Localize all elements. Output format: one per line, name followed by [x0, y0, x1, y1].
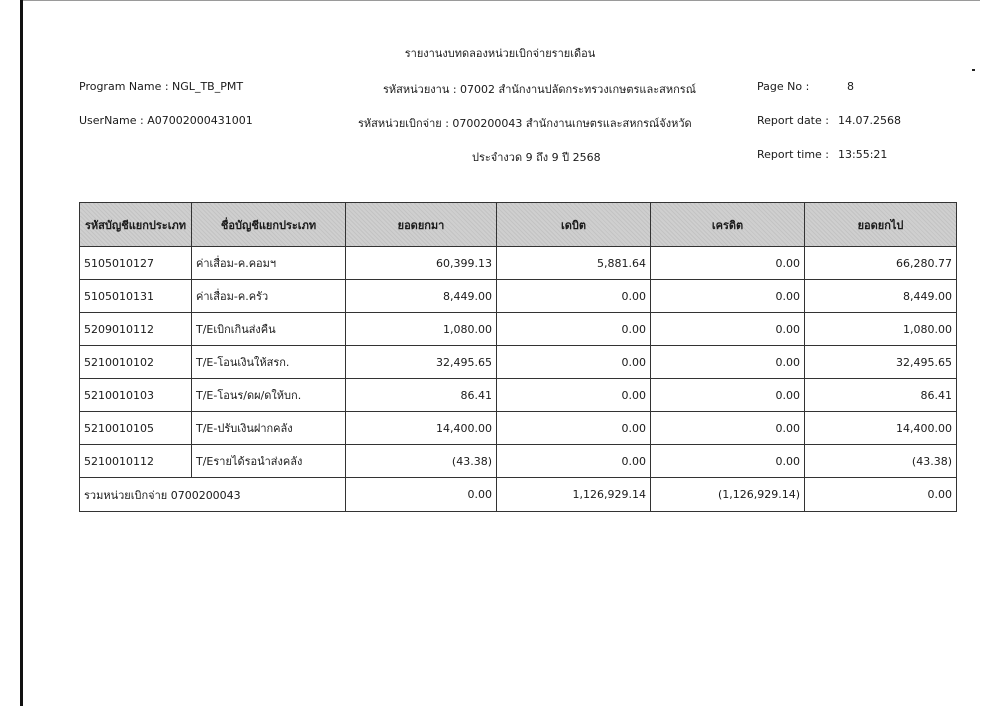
account-name-cell: ค่าเสื่อม-ค.คอมฯ — [192, 247, 346, 280]
scan-edge-left — [20, 0, 23, 706]
col-header-account-name: ชื่อบัญชีแยกประเภท — [192, 203, 346, 247]
user-name: UserName : A07002000431001 — [79, 114, 253, 127]
account-name-cell: T/E-โอนร/ดผ/ดให้บก. — [192, 379, 346, 412]
table-row — [80, 379, 957, 412]
credit-cell: 0.00 — [651, 346, 805, 379]
scan-edge-top — [20, 0, 980, 1]
program-name: Program Name : NGL_TB_PMT — [79, 80, 244, 93]
brought-forward-cell: (43.38) — [346, 445, 497, 478]
account-name-cell: T/Eเบิกเกินส่งคืน — [192, 313, 346, 346]
report-period: ประจำงวด 9 ถึง 9 ปี 2568 — [472, 151, 601, 164]
table-row — [80, 412, 957, 445]
brought-forward-cell: 1,080.00 — [346, 313, 497, 346]
table-row — [80, 313, 957, 346]
page-no-value: 8 — [847, 80, 854, 93]
report-time-label: Report time : — [757, 148, 830, 161]
report-title: รายงานงบทดลองหน่วยเบิกจ่ายรายเดือน — [404, 47, 596, 60]
report-date-value: 14.07.2568 — [838, 114, 901, 127]
report-time-value: 13:55:21 — [838, 148, 888, 161]
debit-cell: 0.00 — [497, 412, 651, 445]
account-code-cell: 5105010127 — [80, 247, 192, 280]
carried-forward-cell: 86.41 — [805, 379, 957, 412]
table-header-row — [80, 203, 957, 247]
credit-cell: 0.00 — [651, 247, 805, 280]
total-credit: (1,126,929.14) — [651, 478, 805, 512]
agency-code: รหัสหน่วยงาน : 07002 สำนักงานปลัดกระทรวงเกษตรและสหกรณ์ — [383, 83, 696, 96]
account-code-cell: 5210010112 — [80, 445, 192, 478]
trial-balance-table — [79, 202, 957, 512]
scan-speck — [972, 69, 975, 71]
brought-forward-cell: 32,495.65 — [346, 346, 497, 379]
col-header-account-code: รหัสบัญชีแยกประเภท — [80, 203, 192, 247]
debit-cell: 5,881.64 — [497, 247, 651, 280]
debit-cell: 0.00 — [497, 280, 651, 313]
carried-forward-cell: 32,495.65 — [805, 346, 957, 379]
account-code-cell: 5105010131 — [80, 280, 192, 313]
carried-forward-cell: 8,449.00 — [805, 280, 957, 313]
account-code-cell: 5210010105 — [80, 412, 192, 445]
brought-forward-cell: 86.41 — [346, 379, 497, 412]
brought-forward-cell: 60,399.13 — [346, 247, 497, 280]
credit-cell: 0.00 — [651, 280, 805, 313]
account-code-cell: 5210010103 — [80, 379, 192, 412]
table-row — [80, 247, 957, 280]
total-brought-forward: 0.00 — [346, 478, 497, 512]
total-debit: 1,126,929.14 — [497, 478, 651, 512]
debit-cell: 0.00 — [497, 346, 651, 379]
total-label: รวมหน่วยเบิกจ่าย 0700200043 — [80, 478, 346, 512]
carried-forward-cell: 1,080.00 — [805, 313, 957, 346]
account-code-cell: 5210010102 — [80, 346, 192, 379]
page-no-label: Page No : — [757, 80, 810, 93]
credit-cell: 0.00 — [651, 379, 805, 412]
account-name-cell: ค่าเสื่อม-ค.ครัว — [192, 280, 346, 313]
carried-forward-cell: (43.38) — [805, 445, 957, 478]
account-code-cell: 5209010112 — [80, 313, 192, 346]
table-row — [80, 280, 957, 313]
col-header-brought-forward: ยอดยกมา — [346, 203, 497, 247]
carried-forward-cell: 14,400.00 — [805, 412, 957, 445]
account-name-cell: T/E-โอนเงินให้สรก. — [192, 346, 346, 379]
credit-cell: 0.00 — [651, 313, 805, 346]
total-row — [80, 478, 957, 512]
total-carried-forward: 0.00 — [805, 478, 957, 512]
report-date-label: Report date : — [757, 114, 829, 127]
table-row — [80, 445, 957, 478]
col-header-carried-forward: ยอดยกไป — [805, 203, 957, 247]
disbursement-unit-code: รหัสหน่วยเบิกจ่าย : 0700200043 สำนักงานเกษตรและสหกรณ์จังหวัด — [358, 117, 692, 130]
table-row — [80, 346, 957, 379]
account-name-cell: T/Eรายได้รอนำส่งคลัง — [192, 445, 346, 478]
col-header-debit: เดบิต — [497, 203, 651, 247]
debit-cell: 0.00 — [497, 379, 651, 412]
col-header-credit: เครดิต — [651, 203, 805, 247]
carried-forward-cell: 66,280.77 — [805, 247, 957, 280]
credit-cell: 0.00 — [651, 445, 805, 478]
brought-forward-cell: 8,449.00 — [346, 280, 497, 313]
account-name-cell: T/E-ปรับเงินฝากคลัง — [192, 412, 346, 445]
debit-cell: 0.00 — [497, 313, 651, 346]
credit-cell: 0.00 — [651, 412, 805, 445]
brought-forward-cell: 14,400.00 — [346, 412, 497, 445]
debit-cell: 0.00 — [497, 445, 651, 478]
